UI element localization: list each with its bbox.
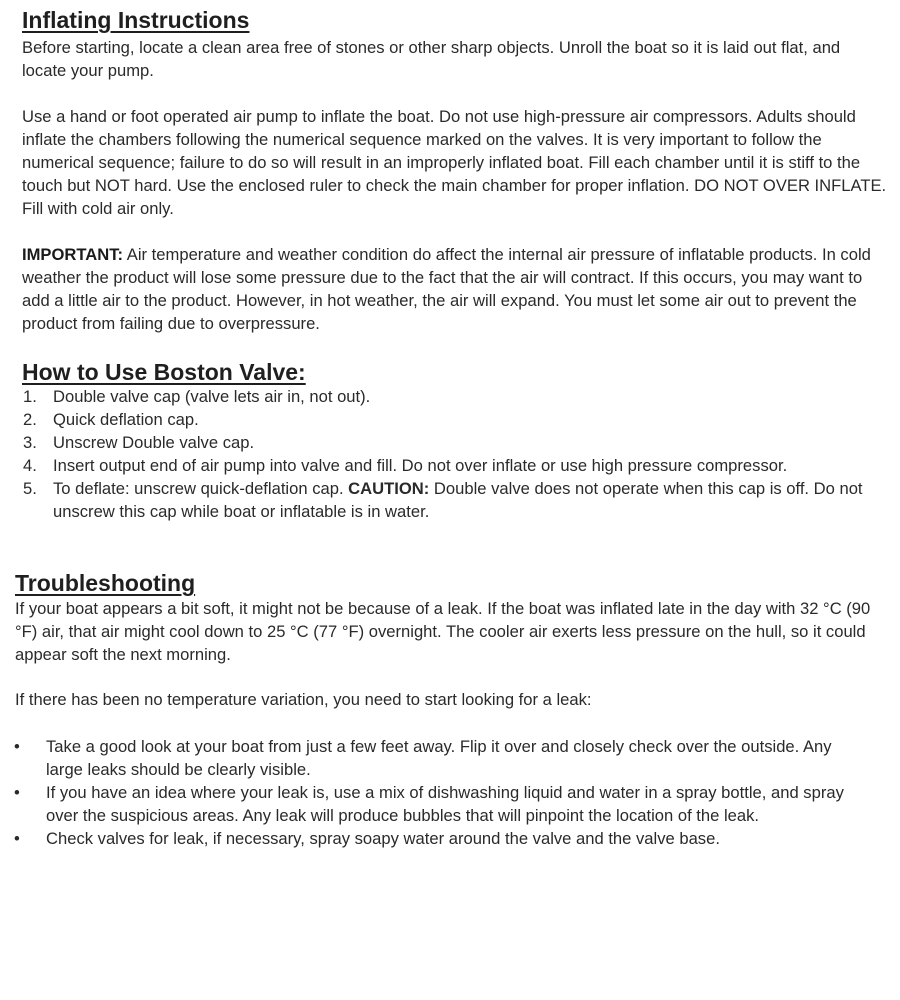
inflating-paragraph-1: Before starting, locate a clean area free of stones or other sharp objects. Unroll the boat so it is laid out flat, and locate your pump. [22,38,841,80]
list-item-text: Check valves for leak, if necessary, spray soapy water around the valve and the valve base. [46,829,720,848]
inflating-paragraph-2: Use a hand or foot operated air pump to inflate the boat. Do not use high-pressure air compressors. Adults should inflate the chambers following the numerical sequence marked on the valves. It is very important to follow the numerical sequence; failure to do so will result in an improperly inflated boat. Fill each chamber until it is stiff to the touch but NOT hard. Use the enclosed ruler to check the main chamber for proper inflation. DO NOT OVER INFLATE. Fill with cold air only. [22,107,887,218]
bullet-icon: • [14,737,20,756]
boston-valve-heading: How to Use Boston Valve: [22,359,306,385]
step-text-after: Double valve does not operate when this cap is off. Do not unscrew this cap while boat or inflatable is in water. [53,479,863,521]
step-item [23,408,883,431]
troubleshooting-paragraph-1: If your boat appears a bit soft, it might not be because of a leak. If the boat was inflated late in the day with 32 °C (90 °F) air, that air might cool down to 25 °C (77 °F) overnight. The cooler air exerts less pressure on the hull, so it could appear soft the next morning. [15,599,871,664]
important-paragraph [22,243,887,335]
step-number: 4. [23,456,37,475]
step-number: 5. [23,479,37,498]
list-item [14,735,866,781]
boston-valve-steps [23,385,883,523]
important-label: IMPORTANT: [22,245,124,264]
step-item [23,477,883,523]
bullet-icon: • [14,829,20,848]
caution-label: CAUTION: [348,479,430,498]
list-item-text: If you have an idea where your leak is, use a mix of dishwashing liquid and water in a spray bottle, and spray over the suspicious areas. Any leak will produce bubbles that will pinpoint the location of the leak. [46,783,844,825]
list-item [14,827,866,850]
step-number: 2. [23,410,37,429]
troubleshooting-heading: Troubleshooting [15,570,196,596]
inflating-heading: Inflating Instructions [22,7,250,33]
list-item-text: Take a good look at your boat from just a few feet away. Flip it over and closely check over the outside. Any large leaks should be clearly visible. [46,737,832,779]
leak-check-list [14,735,866,850]
bullet-icon: • [14,783,20,802]
step-number: 3. [23,433,37,452]
step-text: Insert output end of air pump into valve and fill. Do not over inflate or use high pressure compressor. [53,456,788,475]
step-text: Double valve cap (valve lets air in, not out). [53,387,371,406]
step-text: Unscrew Double valve cap. [53,433,255,452]
step-item [23,454,813,477]
step-number: 1. [23,387,37,406]
step-item [23,431,883,454]
troubleshooting-paragraph-2: If there has been no temperature variation, you need to start looking for a leak: [15,690,592,709]
step-text-before: To deflate: unscrew quick-deflation cap. [53,479,349,498]
list-item [14,781,866,827]
step-text: Quick deflation cap. [53,410,199,429]
important-text: Air temperature and weather condition do affect the internal air pressure of inflatable products. In cold weather the product will lose some pressure due to the fact that the air will contract. If this occurs, you may want to add a little air to the product. However, in hot weather, the air will expand. You must let some air out to prevent the product from failing due to overpressure. [22,245,871,333]
step-item [23,385,883,408]
